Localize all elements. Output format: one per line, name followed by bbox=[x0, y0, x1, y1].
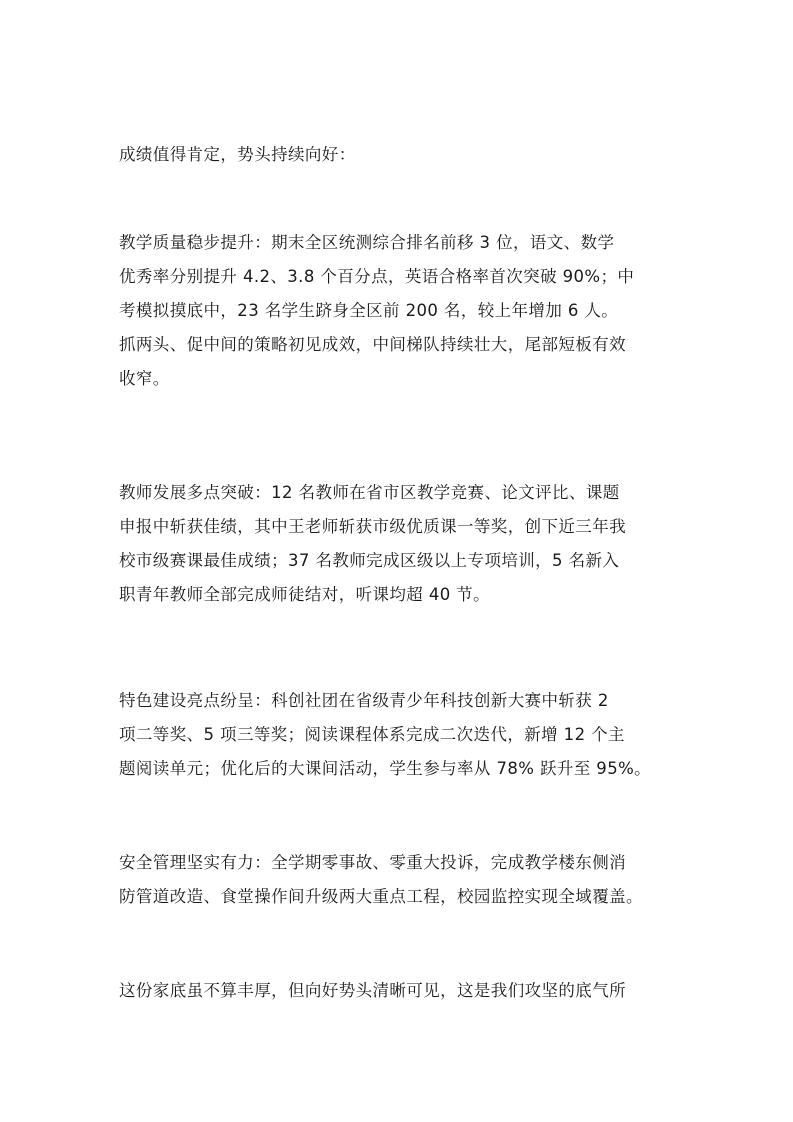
paragraph-teacher-development bbox=[119, 476, 679, 612]
text-line: 项二等奖、5 项三等奖；阅读课程体系完成二次迭代，新增 12 个主 bbox=[119, 725, 625, 744]
paragraph-conclusion bbox=[119, 974, 679, 1008]
text-line: 题阅读单元；优化后的大课间活动，学生参与率从 78% 跃升至 95%。 bbox=[119, 759, 652, 778]
text-line: 收窄。 bbox=[119, 369, 170, 388]
intro-paragraph bbox=[119, 138, 679, 172]
paragraph-featured-programs bbox=[119, 684, 679, 786]
text-line: 考模拟摸底中，23 名学生跻身全区前 200 名，较上年增加 6 人。 bbox=[119, 301, 619, 320]
text-line: 校市级赛课最佳成绩；37 名教师完成区级以上专项培训，5 名新入 bbox=[119, 551, 620, 570]
text-line: 职青年教师全部完成师徒结对，听课均超 40 节。 bbox=[119, 585, 491, 604]
text-line: 成绩值得肯定，势头持续向好： bbox=[119, 145, 356, 164]
text-line: 优秀率分别提升 4.2、3.8 个百分点，英语合格率首次突破 90%；中 bbox=[119, 267, 635, 286]
text-line: 安全管理坚实有力：全学期零事故、零重大投诉，完成教学楼东侧消 bbox=[119, 853, 626, 872]
text-line: 申报中斩获佳绩，其中王老师斩获市级优质课一等奖，创下近三年我 bbox=[119, 517, 626, 536]
text-line: 抓两头、促中间的策略初见成效，中间梯队持续壮大，尾部短板有效 bbox=[119, 335, 626, 354]
text-line: 防管道改造、食堂操作间升级两大重点工程，校园监控实现全域覆盖。 bbox=[119, 887, 643, 906]
paragraph-teaching-quality bbox=[119, 226, 679, 396]
text-line: 教师发展多点突破：12 名教师在省市区教学竞赛、论文评比、课题 bbox=[119, 483, 620, 502]
text-line: 这份家底虽不算丰厚，但向好势头清晰可见，这是我们攻坚的底气所 bbox=[119, 981, 626, 1000]
text-line: 教学质量稳步提升：期末全区统测综合排名前移 3 位，语文、数学 bbox=[119, 233, 615, 252]
text-line: 特色建设亮点纷呈：科创社团在省级青少年科技创新大赛中斩获 2 bbox=[119, 691, 609, 710]
paragraph-safety-management bbox=[119, 846, 679, 914]
